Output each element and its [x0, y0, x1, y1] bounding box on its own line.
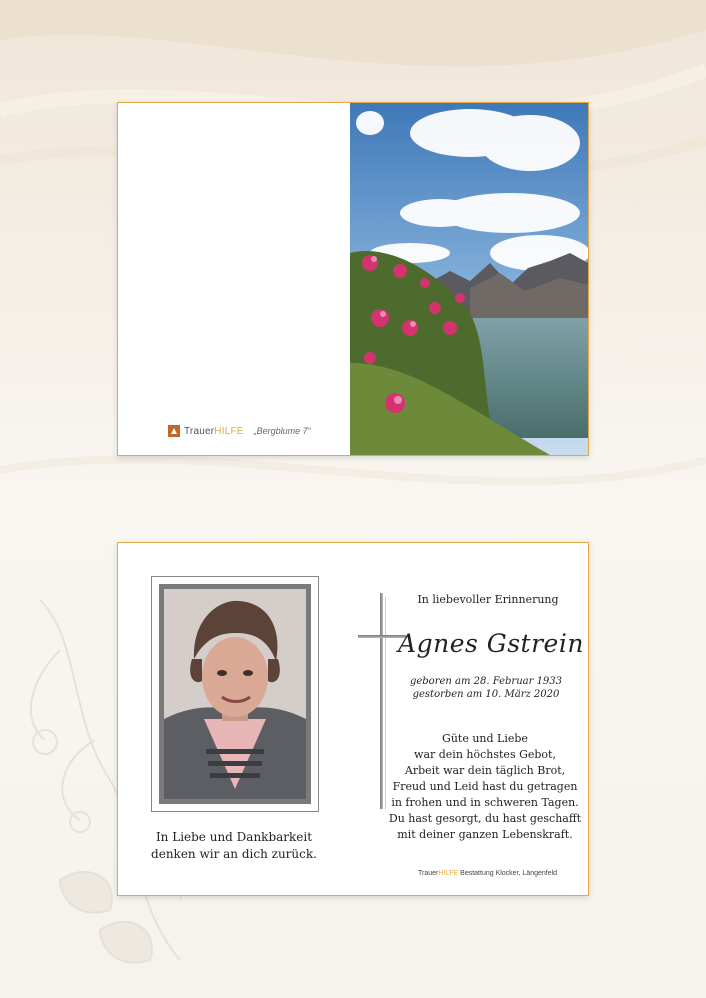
inside-card	[117, 542, 589, 896]
verse-line: Arbeit war dein täglich Brot,	[404, 764, 566, 777]
verse-line: Güte und Liebe	[442, 732, 528, 745]
verse-line: Freud und Leid hast du getragen	[392, 780, 578, 793]
portrait-photo	[164, 589, 306, 799]
deceased-name: Agnes Gstrein	[398, 629, 584, 658]
design-name: „Bergblume 7“	[253, 426, 311, 436]
life-dates	[404, 675, 568, 701]
trauerhilfe-logo-icon	[168, 425, 180, 437]
front-card	[117, 102, 589, 456]
left-verse-line: In Liebe und Dankbarkeit	[155, 830, 313, 844]
left-verse	[138, 829, 330, 863]
verse-line: war dein höchstes Gebot,	[414, 748, 556, 761]
death-date: gestorben am 10. März 2020	[412, 689, 560, 700]
brand-name: TrauerHILFE	[184, 425, 244, 437]
verse-line: mit deiner ganzen Lebenskraft.	[397, 828, 573, 841]
portrait-frame	[151, 576, 319, 812]
funeral-home-name: Bestattung Klocker, Längenfeld	[460, 870, 558, 877]
memorial-verse	[380, 731, 590, 843]
verse-line: in frohen und in schweren Tagen.	[391, 796, 579, 809]
verse-line: Du hast gesorgt, du hast geschafft	[388, 812, 582, 825]
trauerhilfe-brand	[168, 425, 311, 437]
mountain-flower-photo	[350, 103, 588, 455]
birth-date: geboren am 28. Februar 1933	[409, 676, 563, 687]
front-card-blank-panel	[118, 103, 350, 455]
footer-brand: TrauerHILFE Bestattung Klocker, Längenfeld	[418, 870, 558, 877]
left-verse-line: denken wir an dich zurück.	[151, 847, 317, 861]
portrait-mat	[159, 584, 311, 804]
intro-text: In liebevoller Erinnerung	[417, 593, 559, 606]
